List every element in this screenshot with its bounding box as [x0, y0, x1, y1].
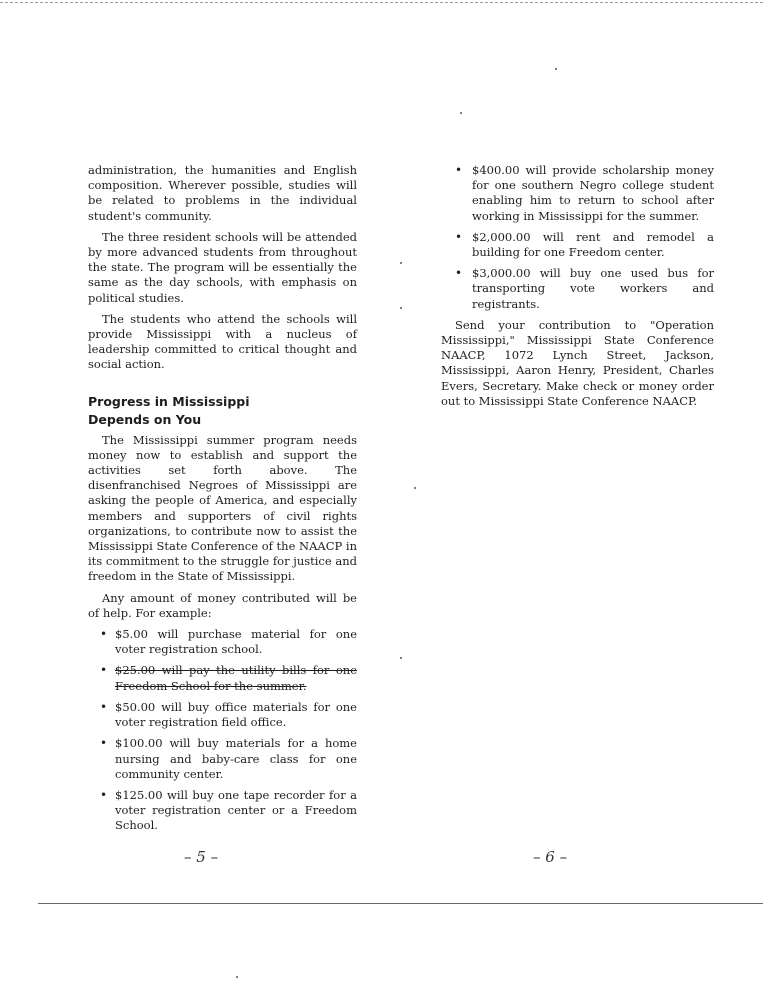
scan-speck	[555, 68, 557, 70]
scan-top-edge	[0, 2, 763, 3]
right-column	[441, 163, 714, 415]
list-item: • $50.00 will buy office materials for one voter registration field office.	[88, 700, 357, 730]
paragraph-program-needs-money: The Mississippi summer program needs money now to establish and support the activities set forth above. The disenfranchised Negroes of Mississippi are asking the people of America, and especially members and supporters of civil rights organizations, to contribute now to assist the Mississippi State Conference of the NAACP in its commitment to the struggle for justice and freedom in the State of Mississippi.	[88, 432, 357, 584]
scan-speck	[236, 976, 238, 978]
paragraph-students-nucleus: The students who attend the schools will provide Mississippi with a nucleus of leadership committed to critical thought and social action.	[88, 311, 357, 372]
list-item: • $125.00 will buy one tape recorder for a voter registration center or a Freedom School.	[88, 788, 357, 834]
section-heading	[88, 393, 357, 429]
section-heading-line-2: Depends on You	[88, 411, 202, 427]
scan-speck	[400, 307, 402, 309]
scan-speck	[400, 262, 402, 264]
contribution-list-left	[88, 627, 357, 833]
paragraph-any-amount: Any amount of money contributed will be of help. For example:	[88, 590, 357, 620]
list-item: • $400.00 will provide scholarship money for one southern Negro college student enabling him to return to school after working in Mississippi for the summer.	[441, 163, 714, 224]
scan-speck	[460, 112, 462, 114]
list-item: • $25.00 will pay the utility bills for one Freedom School for the summer.	[88, 663, 357, 693]
list-item: • $3,000.00 will buy one used bus for transporting vote workers and registrants.	[441, 266, 714, 312]
left-column	[88, 163, 357, 840]
bottom-rule	[38, 903, 763, 904]
list-item: • $100.00 will buy materials for a home nursing and baby-care class for one community center.	[88, 736, 357, 782]
paragraph-resident-schools: The three resident schools will be attended by more advanced students from throughout the state. The program will be essentially the same as the day schools, with emphasis on political studies.	[88, 229, 357, 305]
list-item: • $5.00 will purchase material for one voter registration school.	[88, 627, 357, 657]
paragraph-send-contribution: Send your contribution to "Operation Mississippi," Mississippi State Conference NAACP, 1072 Lynch Street, Jackson, Mississippi, Aaron Henry, President, Charles Evers, Secretary. Make check or money order out to Mississippi State Conference NAACP.	[441, 317, 714, 408]
page-number-right: – 6 –	[533, 848, 568, 866]
scan-speck	[414, 487, 416, 489]
list-item: • $2,000.00 will rent and remodel a building for one Freedom center.	[441, 230, 714, 260]
paragraph-resident-studies: administration, the humanities and English composition. Wherever possible, studies will be related to problems in the individual student's community.	[88, 163, 357, 223]
contribution-list-right	[441, 163, 714, 312]
scan-speck	[400, 657, 402, 659]
page-number-left: – 5 –	[184, 848, 219, 866]
section-heading-line-1: Progress in Mississippi	[88, 393, 250, 409]
